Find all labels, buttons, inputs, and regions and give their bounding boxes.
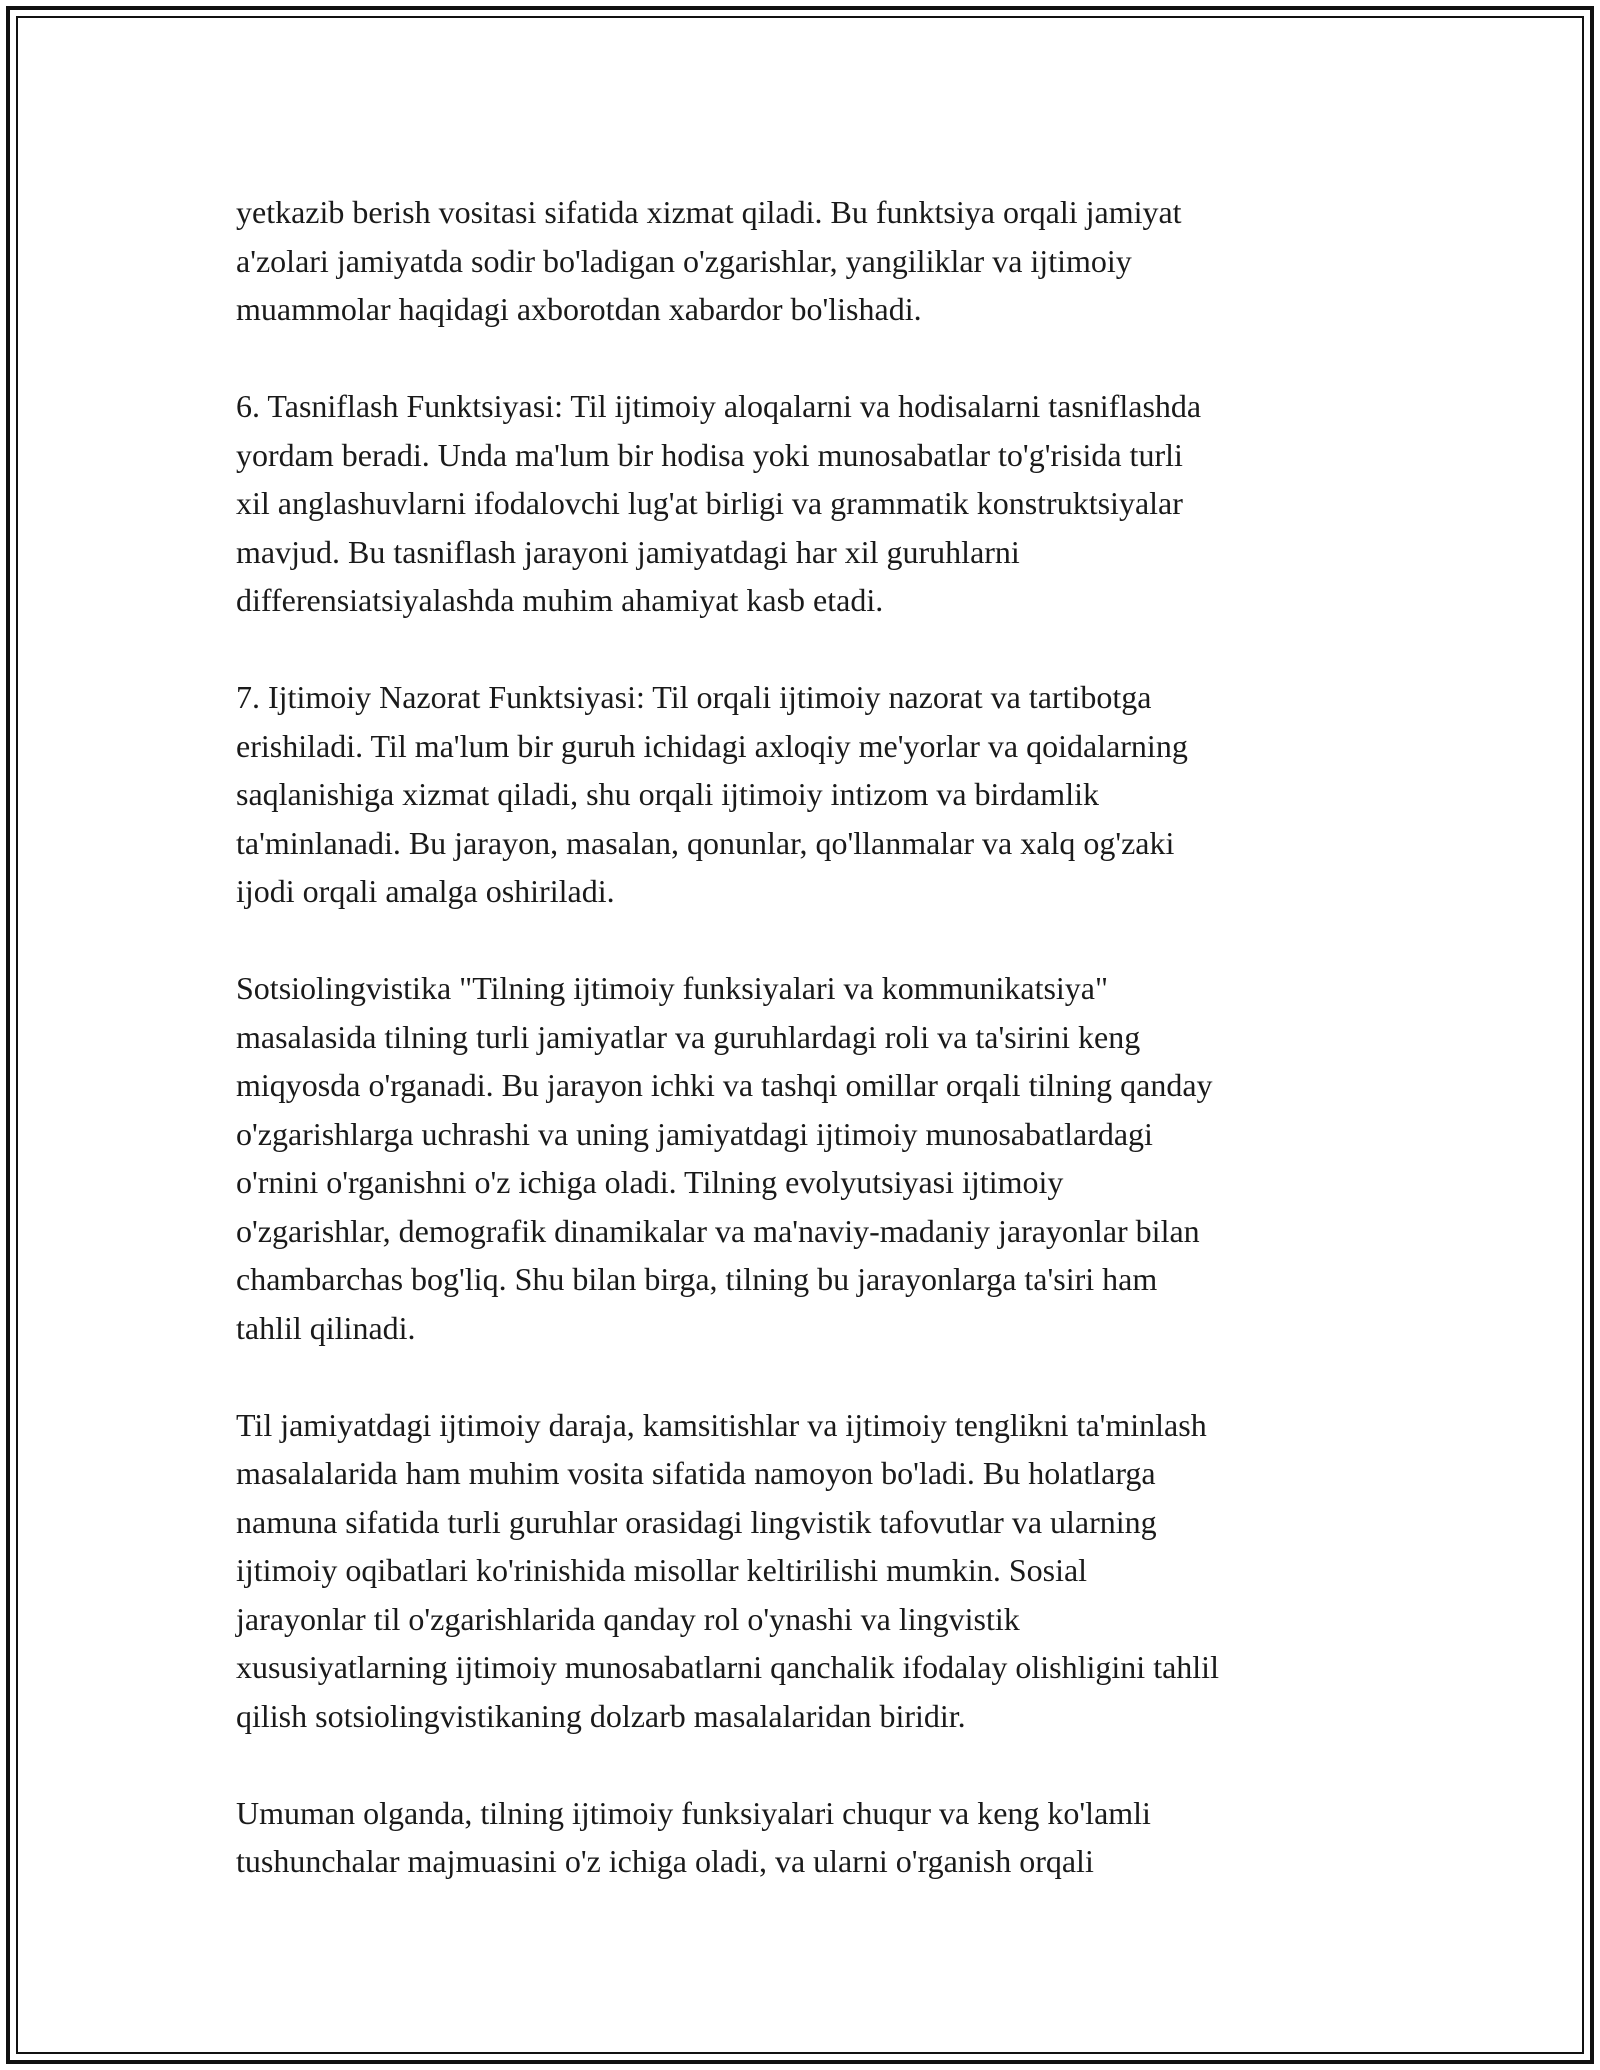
text-line: qilish sotsiolingvistikaning dolzarb masalalaridan biridir. xyxy=(236,1697,966,1734)
text-line: o'zgarishlarga uchrashi va uning jamiyatdagi ijtimoiy munosabatlardagi xyxy=(236,1115,1153,1152)
text-line: Sotsiolingvistika "Tilning ijtimoiy funksiyalari va kommunikatsiya" xyxy=(236,970,1109,1006)
text-line: tushunchalar majmuasini o'z ichiga oladi, va ularni o'rganish orqali xyxy=(236,1843,1094,1879)
text-line: ijtimoiy oqibatlari ko'rinishida misollar keltirilishi mumkin. Sosial xyxy=(236,1552,1088,1588)
text-line: 7. Ijtimoiy Nazorat Funktsiyasi: Til orqali ijtimoiy nazorat va tartibotga xyxy=(236,679,1152,715)
text-line: namuna sifatida turli guruhlar orasidagi lingvistik tafovutlar va ularning xyxy=(236,1503,1157,1540)
text-line: masalasida tilning turli jamiyatlar va guruhlardagi roli va ta'sirini keng xyxy=(236,1018,1141,1055)
text-line: yetkazib berish vositasi sifatida xizmat qiladi. Bu funktsiya orqali jamiyat xyxy=(236,194,1182,230)
text-line: masalalarida ham muhim vosita sifatida namoyon bo'ladi. Bu holatlarga xyxy=(236,1455,1156,1491)
text-line: o'zgarishlar, demografik dinamikalar va ma'naviy-madaniy jarayonlar bilan xyxy=(236,1212,1200,1249)
paragraph-classification-function xyxy=(236,382,1376,625)
text-line: ijodi orqali amalga oshiriladi. xyxy=(236,873,615,909)
text-line: tahlil qilinadi. xyxy=(236,1309,416,1346)
text-line: muammolar haqidagi axborotdan xabardor bo'lishadi. xyxy=(236,291,922,327)
text-line: yordam beradi. Unda ma'lum bir hodisa yoki munosabatlar to'g'risida turli xyxy=(236,436,1183,473)
text-line: chambarchas bog'liq. Shu bilan birga, tilning bu jarayonlarga ta'siri ham xyxy=(236,1261,1158,1297)
text-line: xil anglashuvlarni ifodalovchi lug'at birligi va grammatik konstruktsiyalar xyxy=(236,485,1183,521)
paragraph-sociolinguistics xyxy=(236,964,1376,1352)
text-line: a'zolari jamiyatda sodir bo'ladigan o'zgarishlar, yangiliklar va ijtimoiy xyxy=(236,242,1132,279)
text-line: o'rnini o'rganishni o'z ichiga oladi. Tilning evolyutsiyasi ijtimoiy xyxy=(236,1164,1064,1200)
text-line: erishiladi. Til ma'lum bir guruh ichidagi axloqiy me'yorlar va qoidalarning xyxy=(236,727,1188,764)
text-line: saqlanishiga xizmat qiladi, shu orqali ijtimoiy intizom va birdamlik xyxy=(236,776,1099,812)
text-line: jarayonlar til o'zgarishlarida qanday rol o'ynashi va lingvistik xyxy=(236,1600,1020,1637)
paragraph-conclusion xyxy=(236,1789,1376,1886)
text-line: xususiyatlarning ijtimoiy munosabatlarni qanchalik ifodalay olishligini tahlil xyxy=(236,1649,1219,1685)
text-line: Til jamiyatdagi ijtimoiy daraja, kamsitishlar va ijtimoiy tenglikni ta'minlash xyxy=(236,1406,1207,1443)
text-line: mavjud. Bu tasniflash jarayoni jamiyatdagi har xil guruhlarni xyxy=(236,533,1020,570)
paragraph-information-function-end xyxy=(236,188,1376,334)
text-line: Umuman olganda, tilning ijtimoiy funksiyalari chuqur va keng ko'lamli xyxy=(236,1794,1151,1831)
text-line: miqyosda o'rganadi. Bu jarayon ichki va tashqi omillar orqali tilning qanday xyxy=(236,1067,1213,1103)
text-line: ta'minlanadi. Bu jarayon, masalan, qonunlar, qo'llanmalar va xalq og'zaki xyxy=(236,824,1175,861)
document-body xyxy=(236,188,1376,1886)
paragraph-social-control-function xyxy=(236,673,1376,916)
text-line: 6. Tasniflash Funktsiyasi: Til ijtimoiy aloqalarni va hodisalarni tasniflashda xyxy=(236,388,1202,424)
text-line: differensiatsiyalashda muhim ahamiyat kasb etadi. xyxy=(236,582,884,618)
paragraph-social-equality xyxy=(236,1401,1376,1741)
